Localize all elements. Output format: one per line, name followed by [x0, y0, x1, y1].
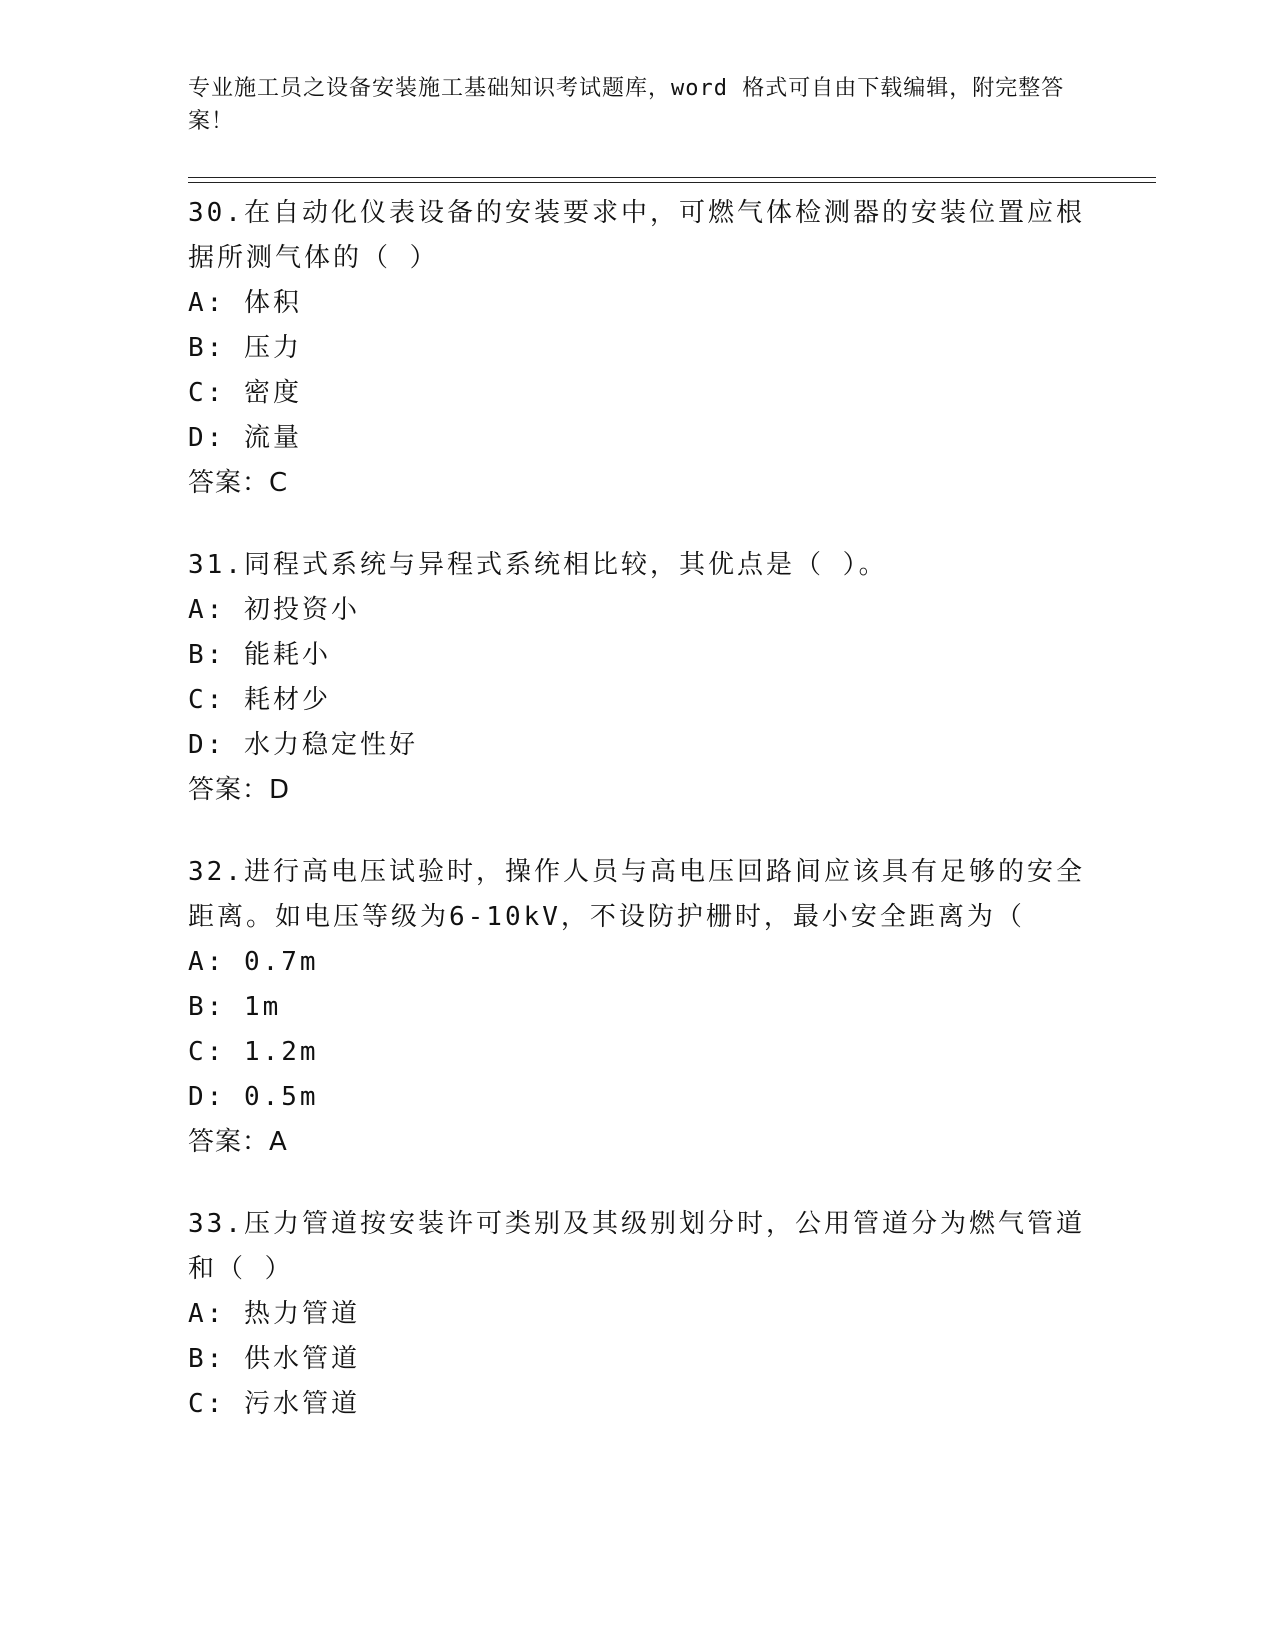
question-stem: 32.进行高电压试验时，操作人员与高电压回路间应该具有足够的安全距离。如电压等级为6-10kV，不设防护栅时，最小安全距离为（: [188, 857, 1085, 932]
question-30: [188, 191, 1108, 506]
question-31: [188, 543, 1108, 813]
option-b: B: 能耗小: [188, 640, 331, 670]
answer-label: 答案：C: [188, 468, 289, 498]
question-33: [188, 1202, 1108, 1427]
option-d: D: 流量: [188, 423, 302, 453]
option-d: D: 0.5m: [188, 1082, 319, 1112]
option-c: C: 1.2m: [188, 1037, 319, 1067]
option-a: A: 0.7m: [188, 947, 319, 977]
header-divider-top: [188, 177, 1156, 178]
option-a: A: 初投资小: [188, 595, 360, 625]
answer-label: 答案：A: [188, 1127, 288, 1157]
question-list: [188, 191, 1108, 1464]
option-d: D: 水力稳定性好: [188, 730, 418, 760]
question-stem: 31.同程式系统与异程式系统相比较，其优点是（ ）。: [188, 550, 888, 580]
header-divider-bottom: [188, 182, 1156, 183]
answer-label: 答案：D: [188, 775, 291, 805]
question-32: [188, 850, 1108, 1165]
option-a: A: 体积: [188, 288, 302, 318]
option-b: B: 压力: [188, 333, 302, 363]
option-b: B: 1m: [188, 992, 282, 1022]
document-header: 专业施工员之设备安装施工基础知识考试题库，word 格式可自由下载编辑，附完整答案！: [188, 76, 1065, 134]
question-stem: 33.压力管道按安装许可类别及其级别划分时，公用管道分为燃气管道和（ ）: [188, 1209, 1085, 1284]
question-stem: 30.在自动化仪表设备的安装要求中，可燃气体检测器的安装位置应根据所测气体的（ ）: [188, 198, 1085, 273]
option-c: C: 污水管道: [188, 1389, 360, 1419]
option-c: C: 耗材少: [188, 685, 331, 715]
option-a: A: 热力管道: [188, 1299, 360, 1329]
option-b: B: 供水管道: [188, 1344, 360, 1374]
option-c: C: 密度: [188, 378, 302, 408]
